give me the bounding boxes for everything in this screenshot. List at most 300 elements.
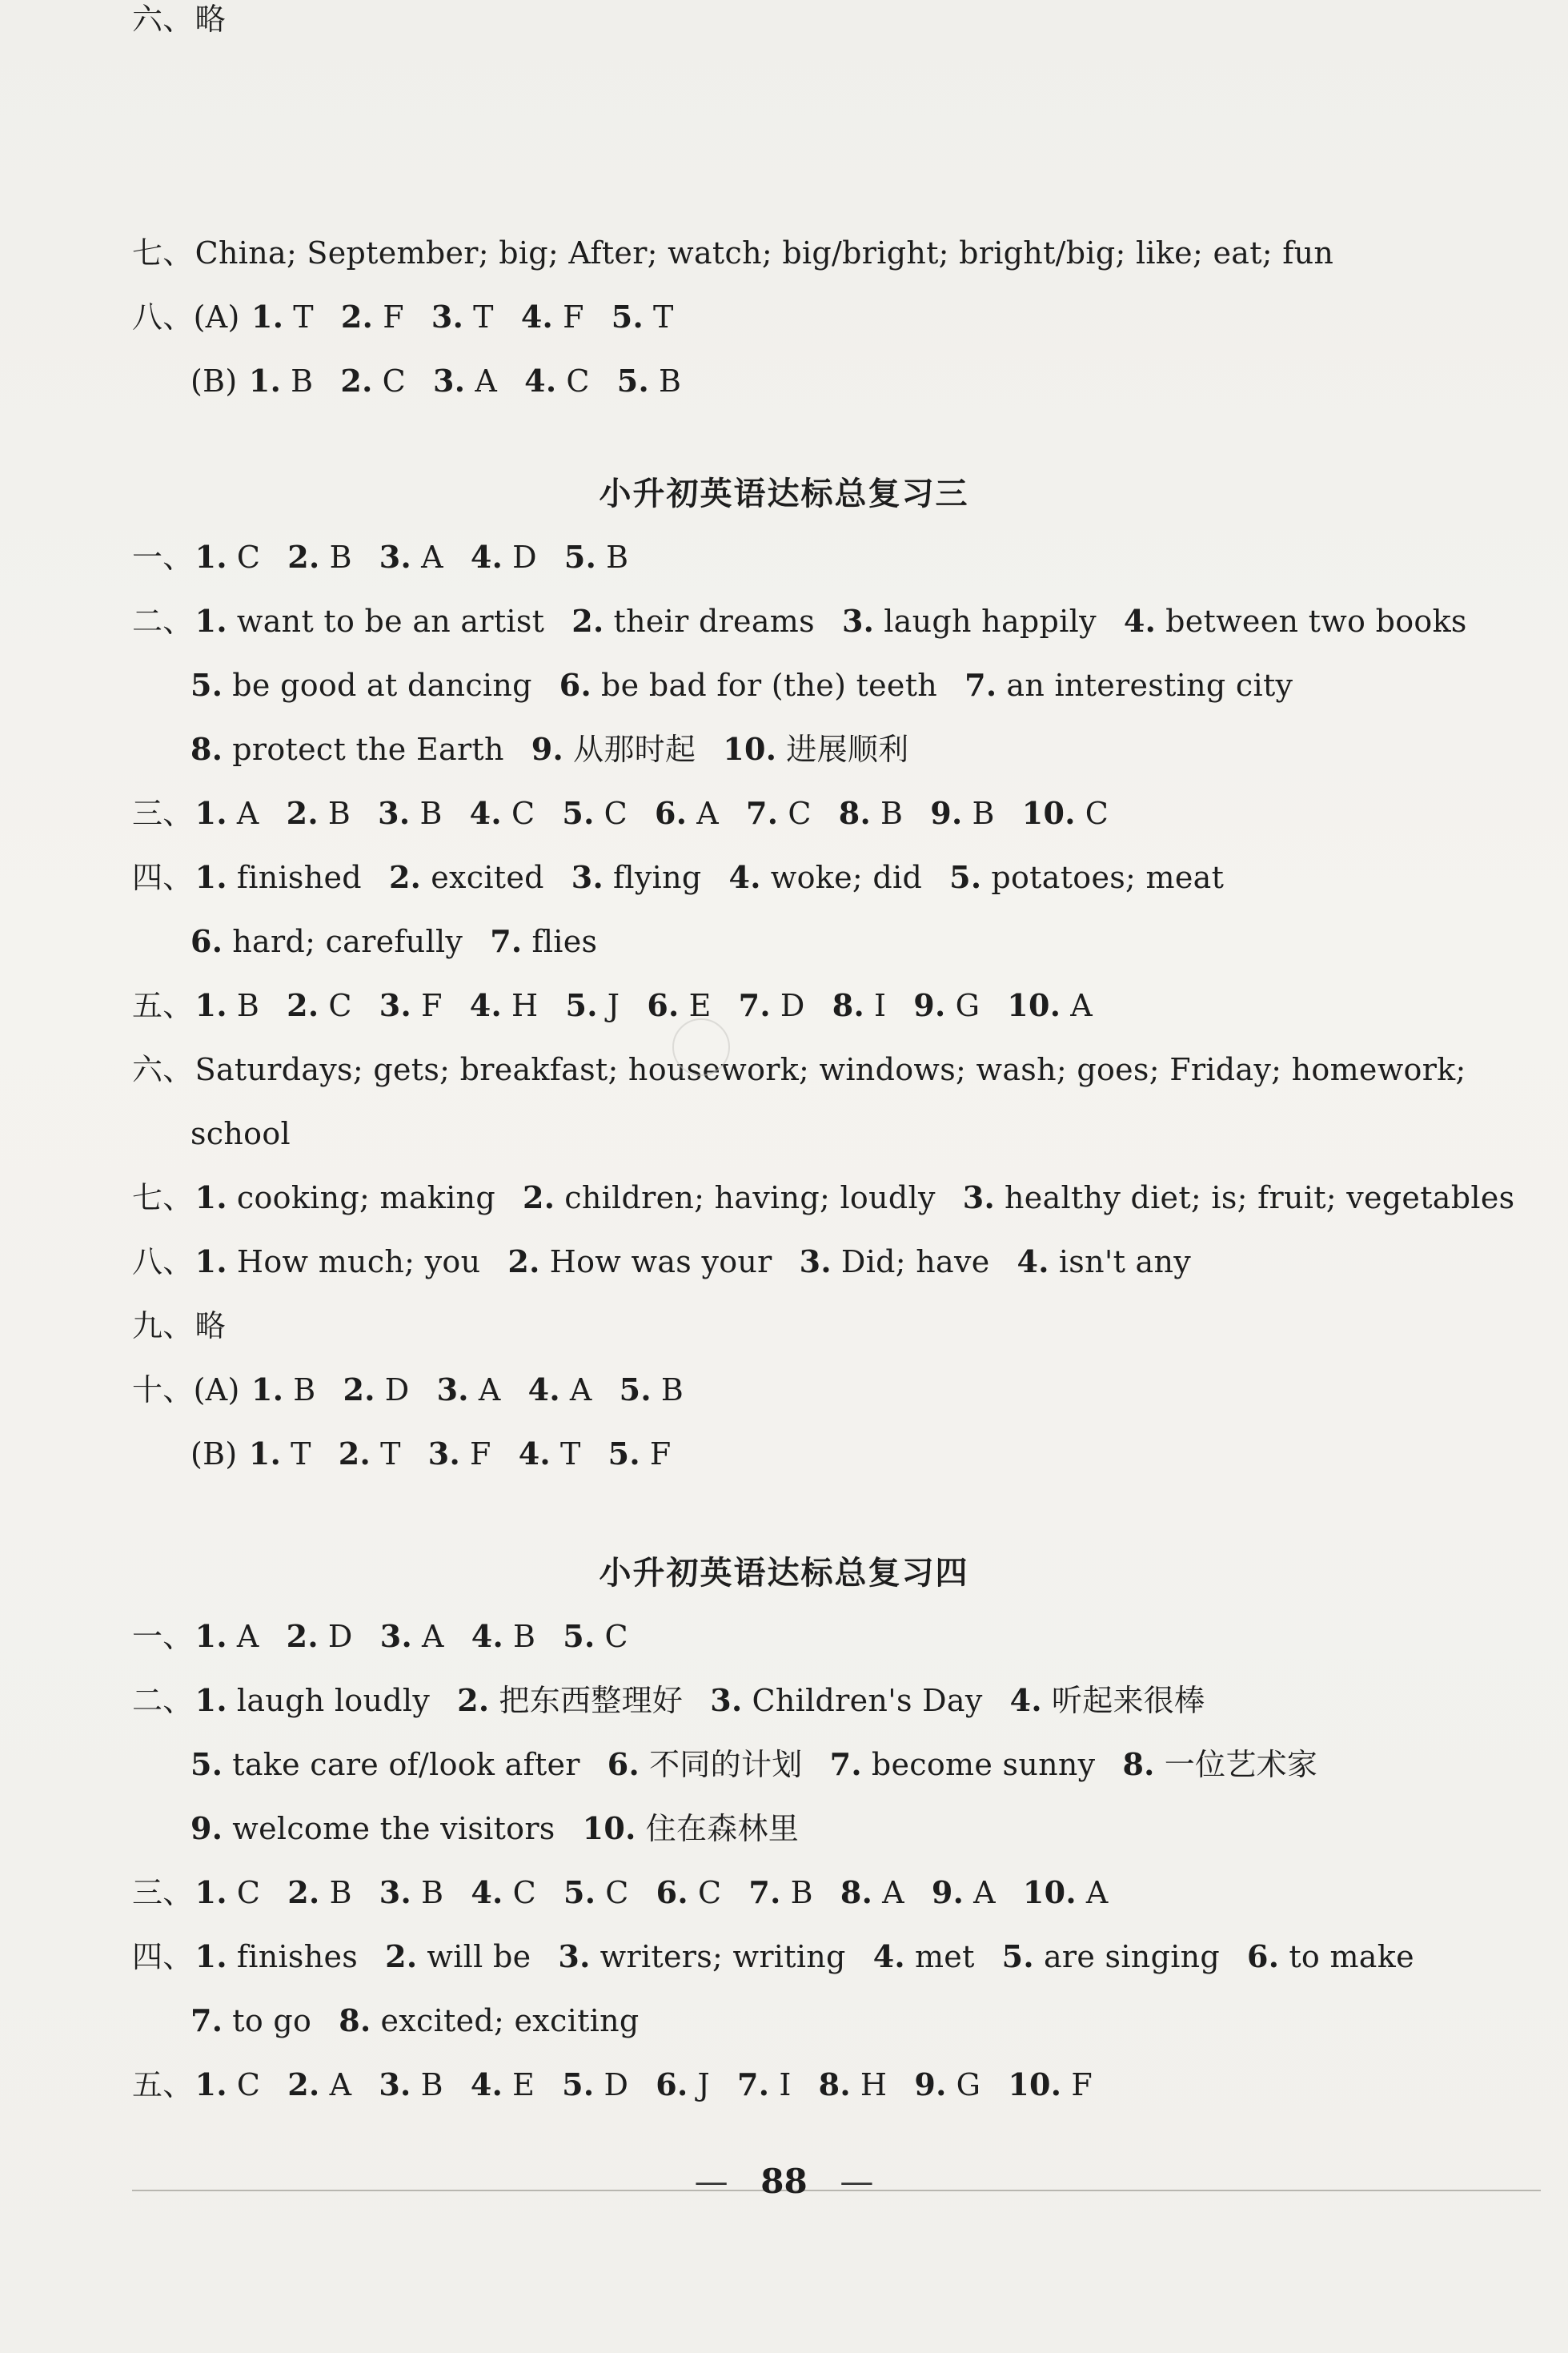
section-marker: 九、 xyxy=(132,1308,194,1343)
question-number: 10. xyxy=(1007,987,1061,1023)
section-marker: 五、 xyxy=(132,2067,194,2102)
answer-item xyxy=(433,363,497,399)
answer-text: A xyxy=(421,1619,444,1654)
question-number: 8. xyxy=(818,2066,851,2102)
section-marker: 一、 xyxy=(132,1619,194,1654)
question-number: 10. xyxy=(1021,795,1076,831)
question-number: 3. xyxy=(379,1618,412,1654)
answer-text: an interesting city xyxy=(1006,668,1293,703)
section-marker: 四、 xyxy=(132,1939,194,1974)
answer-item xyxy=(562,2067,628,2102)
question-number: 10. xyxy=(1008,2066,1062,2102)
answer-text: laugh happily xyxy=(884,604,1097,639)
answer-item xyxy=(832,988,887,1023)
question-number: 3. xyxy=(427,1435,461,1472)
question-number: 4. xyxy=(470,539,503,575)
answer-text: F xyxy=(649,1436,672,1472)
answer-text: A xyxy=(475,363,498,399)
answer-text: cooking; making xyxy=(236,1180,495,1215)
answer-text: school xyxy=(190,1116,291,1151)
answer-item xyxy=(559,668,937,703)
answer-item xyxy=(379,540,443,575)
answer-text: protect the Earth xyxy=(232,732,504,767)
section-marker: 四、 xyxy=(132,860,194,895)
answer-item xyxy=(195,860,362,895)
question-number: 3. xyxy=(436,1371,469,1407)
answer-text: I xyxy=(873,988,887,1023)
answer-item xyxy=(1007,988,1093,1023)
answer-text: C xyxy=(697,1875,722,1910)
question-number: 5. xyxy=(949,859,982,895)
question-number: 4. xyxy=(872,1938,905,1974)
answer-item xyxy=(1122,1747,1317,1782)
question-number: 5. xyxy=(563,1874,596,1910)
answer-item xyxy=(190,1811,555,1846)
answer-item xyxy=(470,796,535,831)
section-marker: 八、(A) xyxy=(132,299,250,335)
answer-text: How was your xyxy=(549,1244,772,1279)
answer-item xyxy=(873,1939,975,1974)
answer-item xyxy=(190,668,532,703)
answer-line xyxy=(132,1937,1414,1976)
question-number: 10. xyxy=(582,1810,636,1846)
answer-item xyxy=(842,604,1097,639)
question-number: 2. xyxy=(287,539,320,575)
question-number: 8. xyxy=(832,987,864,1023)
answer-text: welcome the visitors xyxy=(232,1811,555,1846)
section-marker: (B) xyxy=(190,1436,247,1472)
answer-item xyxy=(1008,2067,1093,2102)
question-number: 1. xyxy=(251,1371,284,1407)
question-number: 2. xyxy=(286,1618,319,1654)
answer-text: take care of/look after xyxy=(232,1747,580,1782)
answer-item xyxy=(1017,1244,1192,1279)
answer-text: children; having; loudly xyxy=(564,1180,936,1215)
section-marker: 三、 xyxy=(132,1875,194,1910)
answer-item xyxy=(571,860,702,895)
answer-text: B xyxy=(606,540,629,575)
answer-item xyxy=(195,540,261,575)
answer-text: A xyxy=(236,796,259,831)
answer-text: C xyxy=(566,363,590,399)
question-number: 2. xyxy=(571,603,604,639)
question-number: 10. xyxy=(1022,1874,1077,1910)
question-number: 2. xyxy=(287,1874,320,1910)
answer-item xyxy=(521,299,584,335)
answer-line xyxy=(190,1745,1317,1784)
section-marker: 二、 xyxy=(132,1683,194,1718)
question-number: 3. xyxy=(431,299,464,335)
answer-text: C xyxy=(604,1619,628,1654)
answer-text: C xyxy=(382,363,407,399)
answer-line xyxy=(132,1681,1205,1720)
question-number: 5. xyxy=(563,539,597,575)
answer-text: Children's Day xyxy=(752,1683,983,1718)
answer-text: B xyxy=(660,1372,684,1407)
question-number: 5. xyxy=(190,667,223,703)
question-number: 5. xyxy=(562,2066,595,2102)
question-number: 4. xyxy=(471,1618,504,1654)
answer-text: A xyxy=(1085,1875,1109,1910)
answer-line xyxy=(132,858,1224,897)
answer-item xyxy=(507,1244,772,1279)
question-number: 3. xyxy=(841,603,875,639)
answer-text: B xyxy=(790,1875,813,1910)
answer-text: their dreams xyxy=(613,604,815,639)
answer-item xyxy=(339,2003,639,2038)
answer-text: T xyxy=(559,1436,581,1472)
question-number: 6. xyxy=(559,667,592,703)
question-number: 5. xyxy=(616,363,650,399)
answer-item xyxy=(341,299,404,335)
question-number: 9. xyxy=(913,987,946,1023)
answer-text: C xyxy=(511,796,535,831)
answer-text: B xyxy=(236,988,260,1023)
answer-item xyxy=(558,1939,845,1974)
answer-text: writers; writing xyxy=(600,1939,846,1974)
answer-line xyxy=(132,1243,1191,1281)
answer-item xyxy=(723,732,908,767)
answer-item xyxy=(739,988,805,1023)
answer-item xyxy=(729,860,923,895)
question-number: 3. xyxy=(379,987,412,1023)
answer-item xyxy=(1002,1939,1220,1974)
question-number: 6. xyxy=(647,987,680,1023)
answer-item xyxy=(964,668,1293,703)
answer-item xyxy=(565,988,620,1023)
answer-item xyxy=(470,988,539,1023)
answer-item xyxy=(710,1683,982,1718)
question-number: 9. xyxy=(931,1874,964,1910)
answer-text: D xyxy=(512,540,537,575)
answer-item xyxy=(608,1747,803,1782)
question-number: 1. xyxy=(194,2066,227,2102)
answer-text: D xyxy=(780,988,805,1023)
answer-text: A xyxy=(569,1372,592,1407)
answer-text: T xyxy=(653,299,674,335)
question-number: 3. xyxy=(378,795,411,831)
answer-item xyxy=(389,860,544,895)
question-number: 2. xyxy=(343,1371,375,1407)
answer-item xyxy=(800,1244,990,1279)
answer-text: become sunny xyxy=(871,1747,1096,1782)
question-number: 6. xyxy=(1247,1938,1280,1974)
question-number: 5. xyxy=(611,299,644,335)
answer-text: B xyxy=(329,540,352,575)
section-marker: 七、 xyxy=(132,1180,194,1215)
answer-text: I xyxy=(779,2067,792,2102)
answer-text: F xyxy=(421,988,443,1023)
answer-text: T xyxy=(473,299,494,335)
answer-text: B xyxy=(419,796,443,831)
question-number: 3. xyxy=(379,2066,411,2102)
answer-item xyxy=(428,1436,491,1472)
question-number: 8. xyxy=(840,1874,873,1910)
answer-text: C xyxy=(328,988,352,1023)
answer-item xyxy=(1022,796,1109,831)
question-number: 1. xyxy=(194,1243,227,1279)
answer-text: be bad for (the) teeth xyxy=(601,668,938,703)
answer-text: C xyxy=(236,1875,261,1910)
question-number: 5. xyxy=(565,987,598,1023)
answer-text: T xyxy=(291,1436,311,1472)
question-number: 7. xyxy=(190,2002,223,2038)
answer-text: flies xyxy=(531,924,598,959)
footer-dash-left: — xyxy=(694,2162,728,2201)
answer-item xyxy=(251,1372,316,1407)
answer-item xyxy=(195,1052,1466,1087)
answer-item xyxy=(737,2067,792,2102)
section-marker: (B) xyxy=(190,363,247,399)
question-number: 7. xyxy=(829,1746,862,1782)
answer-line xyxy=(132,1617,628,1656)
answer-text: A xyxy=(696,796,720,831)
answer-text: B xyxy=(291,363,314,399)
answer-item xyxy=(620,1372,684,1407)
answer-item xyxy=(287,1875,352,1910)
answer-item xyxy=(190,732,504,767)
answer-text: C xyxy=(236,540,261,575)
answer-item xyxy=(571,604,815,639)
question-number: 4. xyxy=(518,1435,551,1472)
answer-item xyxy=(490,924,597,959)
section-marker: 五、 xyxy=(132,988,194,1023)
question-number: 2. xyxy=(457,1682,490,1718)
answer-item xyxy=(249,1436,311,1472)
answer-text: E xyxy=(512,2067,535,2102)
answer-text: between two books xyxy=(1165,604,1467,639)
answer-item xyxy=(913,988,980,1023)
answer-text: 听起来很棒 xyxy=(1051,1683,1205,1718)
question-number: 4. xyxy=(728,859,761,895)
answer-text: met xyxy=(914,1939,975,1974)
answer-item xyxy=(190,1747,580,1782)
question-number: 2. xyxy=(286,795,319,831)
answer-text: F xyxy=(563,299,584,335)
question-number: 5. xyxy=(608,1435,640,1472)
question-number: 2. xyxy=(385,1938,418,1974)
answer-item xyxy=(583,1811,800,1846)
page-number: 88 xyxy=(760,2162,808,2201)
question-number: 5. xyxy=(563,1618,596,1654)
answer-line xyxy=(132,1050,1466,1089)
answer-text: F xyxy=(383,299,404,335)
answer-item xyxy=(431,299,494,335)
answer-line xyxy=(132,298,674,336)
question-number: 4. xyxy=(1123,603,1157,639)
answer-item xyxy=(195,1939,359,1974)
question-number: 5. xyxy=(190,1746,223,1782)
answer-item xyxy=(195,1875,261,1910)
answer-text: F xyxy=(470,1436,491,1472)
answer-item xyxy=(930,796,995,831)
watermark-stamp xyxy=(672,1018,730,1076)
answer-text: flying xyxy=(613,860,702,895)
question-number: 2. xyxy=(388,859,422,895)
question-number: 1. xyxy=(194,859,227,895)
answer-item xyxy=(249,363,314,399)
answer-item xyxy=(195,1308,226,1343)
question-number: 4. xyxy=(520,299,554,335)
question-number: 1. xyxy=(248,1435,282,1472)
question-number: 6. xyxy=(607,1746,640,1782)
answer-text: woke; did xyxy=(770,860,923,895)
answer-item xyxy=(195,988,260,1023)
question-number: 7. xyxy=(738,987,771,1023)
answer-text: want to be an artist xyxy=(236,604,545,639)
section-marker: 二、 xyxy=(132,604,194,639)
section-marker: 八、 xyxy=(132,1244,194,1279)
answer-line xyxy=(190,922,597,961)
answer-item xyxy=(379,2067,443,2102)
answer-item xyxy=(190,1116,291,1151)
question-number: 3. xyxy=(710,1682,743,1718)
question-number: 9. xyxy=(914,2066,947,2102)
answer-text: A xyxy=(421,540,443,575)
question-number: 2. xyxy=(338,1435,371,1472)
answer-text: C xyxy=(236,2067,261,2102)
section-marker: 十、(A) xyxy=(132,1372,250,1407)
answer-text: C xyxy=(1085,796,1109,831)
question-number: 1. xyxy=(194,795,227,831)
question-number: 4. xyxy=(527,1371,560,1407)
question-number: 3. xyxy=(962,1179,996,1215)
answer-text: B xyxy=(293,1372,316,1407)
answer-item xyxy=(524,363,590,399)
answer-text: laugh loudly xyxy=(236,1683,431,1718)
answer-item xyxy=(190,2003,311,2038)
answer-item xyxy=(528,1372,592,1407)
answer-item xyxy=(932,1875,996,1910)
answer-text: F xyxy=(1071,2067,1093,2102)
answer-text: A xyxy=(329,2067,352,2102)
section-marker: 一、 xyxy=(132,540,194,575)
answer-line xyxy=(132,0,226,38)
answer-text: Did; have xyxy=(840,1244,990,1279)
answer-item xyxy=(287,2067,351,2102)
answer-item xyxy=(1247,1939,1414,1974)
answer-item xyxy=(819,2067,888,2102)
answer-text: finishes xyxy=(236,1939,359,1974)
answer-item xyxy=(471,1875,536,1910)
answer-item xyxy=(617,363,682,399)
answer-item xyxy=(471,540,537,575)
question-number: 6. xyxy=(656,2066,688,2102)
answer-item xyxy=(343,1372,410,1407)
answer-item xyxy=(608,1436,672,1472)
answer-text: potatoes; meat xyxy=(991,860,1225,895)
answer-item xyxy=(1010,1683,1205,1718)
answer-text: A xyxy=(882,1875,904,1910)
answer-text: T xyxy=(293,299,314,335)
answer-text: C xyxy=(512,1875,536,1910)
answer-line xyxy=(190,730,908,769)
answer-item xyxy=(519,1436,581,1472)
answer-text: healthy diet; is; fruit; vegetables xyxy=(1005,1180,1515,1215)
question-number: 2. xyxy=(522,1179,555,1215)
question-number: 2. xyxy=(340,299,374,335)
answer-item xyxy=(379,988,443,1023)
page-number-footer xyxy=(0,2162,1568,2201)
answer-item xyxy=(1023,1875,1109,1910)
answer-item xyxy=(562,796,628,831)
answer-item xyxy=(385,1939,531,1974)
answer-item xyxy=(190,924,463,959)
question-number: 8. xyxy=(1122,1746,1155,1782)
answer-line xyxy=(132,2066,1093,2104)
question-number: 7. xyxy=(964,667,997,703)
answer-text: T xyxy=(380,1436,401,1472)
answer-text: 进展顺利 xyxy=(786,732,909,767)
answer-item xyxy=(612,299,674,335)
answer-item xyxy=(287,1619,353,1654)
answer-item xyxy=(655,796,719,831)
answer-item xyxy=(949,860,1224,895)
answer-item xyxy=(339,1436,401,1472)
section-marker: 七、 xyxy=(132,235,194,271)
answer-item xyxy=(1124,604,1467,639)
answer-item xyxy=(839,796,904,831)
answer-line xyxy=(132,1307,226,1345)
answer-item xyxy=(195,1683,431,1718)
question-number: 2. xyxy=(340,363,373,399)
question-number: 4. xyxy=(1009,1682,1042,1718)
answer-text: A xyxy=(236,1619,259,1654)
question-number: 4. xyxy=(470,2066,503,2102)
question-number: 5. xyxy=(1001,1938,1034,1974)
question-number: 1. xyxy=(251,299,284,335)
question-number: 1. xyxy=(194,539,227,575)
answer-text: D xyxy=(384,1372,410,1407)
answer-item xyxy=(656,1875,722,1910)
question-number: 1. xyxy=(194,1618,227,1654)
answer-text: 把东西整理好 xyxy=(499,1683,684,1718)
answer-text: G xyxy=(955,988,981,1023)
footer-dash-right: — xyxy=(840,2162,874,2201)
answer-text: 一位艺术家 xyxy=(1164,1747,1318,1782)
section-marker: 三、 xyxy=(132,796,194,831)
answer-item xyxy=(563,1619,628,1654)
answer-item xyxy=(523,1180,936,1215)
answer-text: D xyxy=(604,2067,629,2102)
answer-item xyxy=(963,1180,1515,1215)
answer-text: B xyxy=(327,796,351,831)
question-number: 9. xyxy=(531,731,564,767)
answer-text: are singing xyxy=(1043,1939,1221,1974)
section-marker: 六、 xyxy=(132,2,194,37)
answer-item xyxy=(471,1619,536,1654)
answer-text: B xyxy=(329,1875,352,1910)
answer-item xyxy=(251,299,314,335)
answer-item xyxy=(471,2067,535,2102)
answer-item xyxy=(195,1180,495,1215)
answer-line xyxy=(190,362,681,400)
question-number: 2. xyxy=(507,1243,540,1279)
answer-item xyxy=(379,1875,444,1910)
question-number: 8. xyxy=(190,731,223,767)
question-number: 7. xyxy=(746,795,779,831)
question-number: 5. xyxy=(562,795,595,831)
answer-text: A xyxy=(973,1875,996,1910)
section-heading: 小升初英语达标总复习四 xyxy=(599,1555,969,1592)
answer-line xyxy=(132,1179,1514,1217)
question-number: 4. xyxy=(469,795,502,831)
answer-text: A xyxy=(478,1372,501,1407)
question-number: 3. xyxy=(379,539,412,575)
answer-text: B xyxy=(659,363,682,399)
answer-text: will be xyxy=(427,1939,531,1974)
answer-item xyxy=(830,1747,1096,1782)
